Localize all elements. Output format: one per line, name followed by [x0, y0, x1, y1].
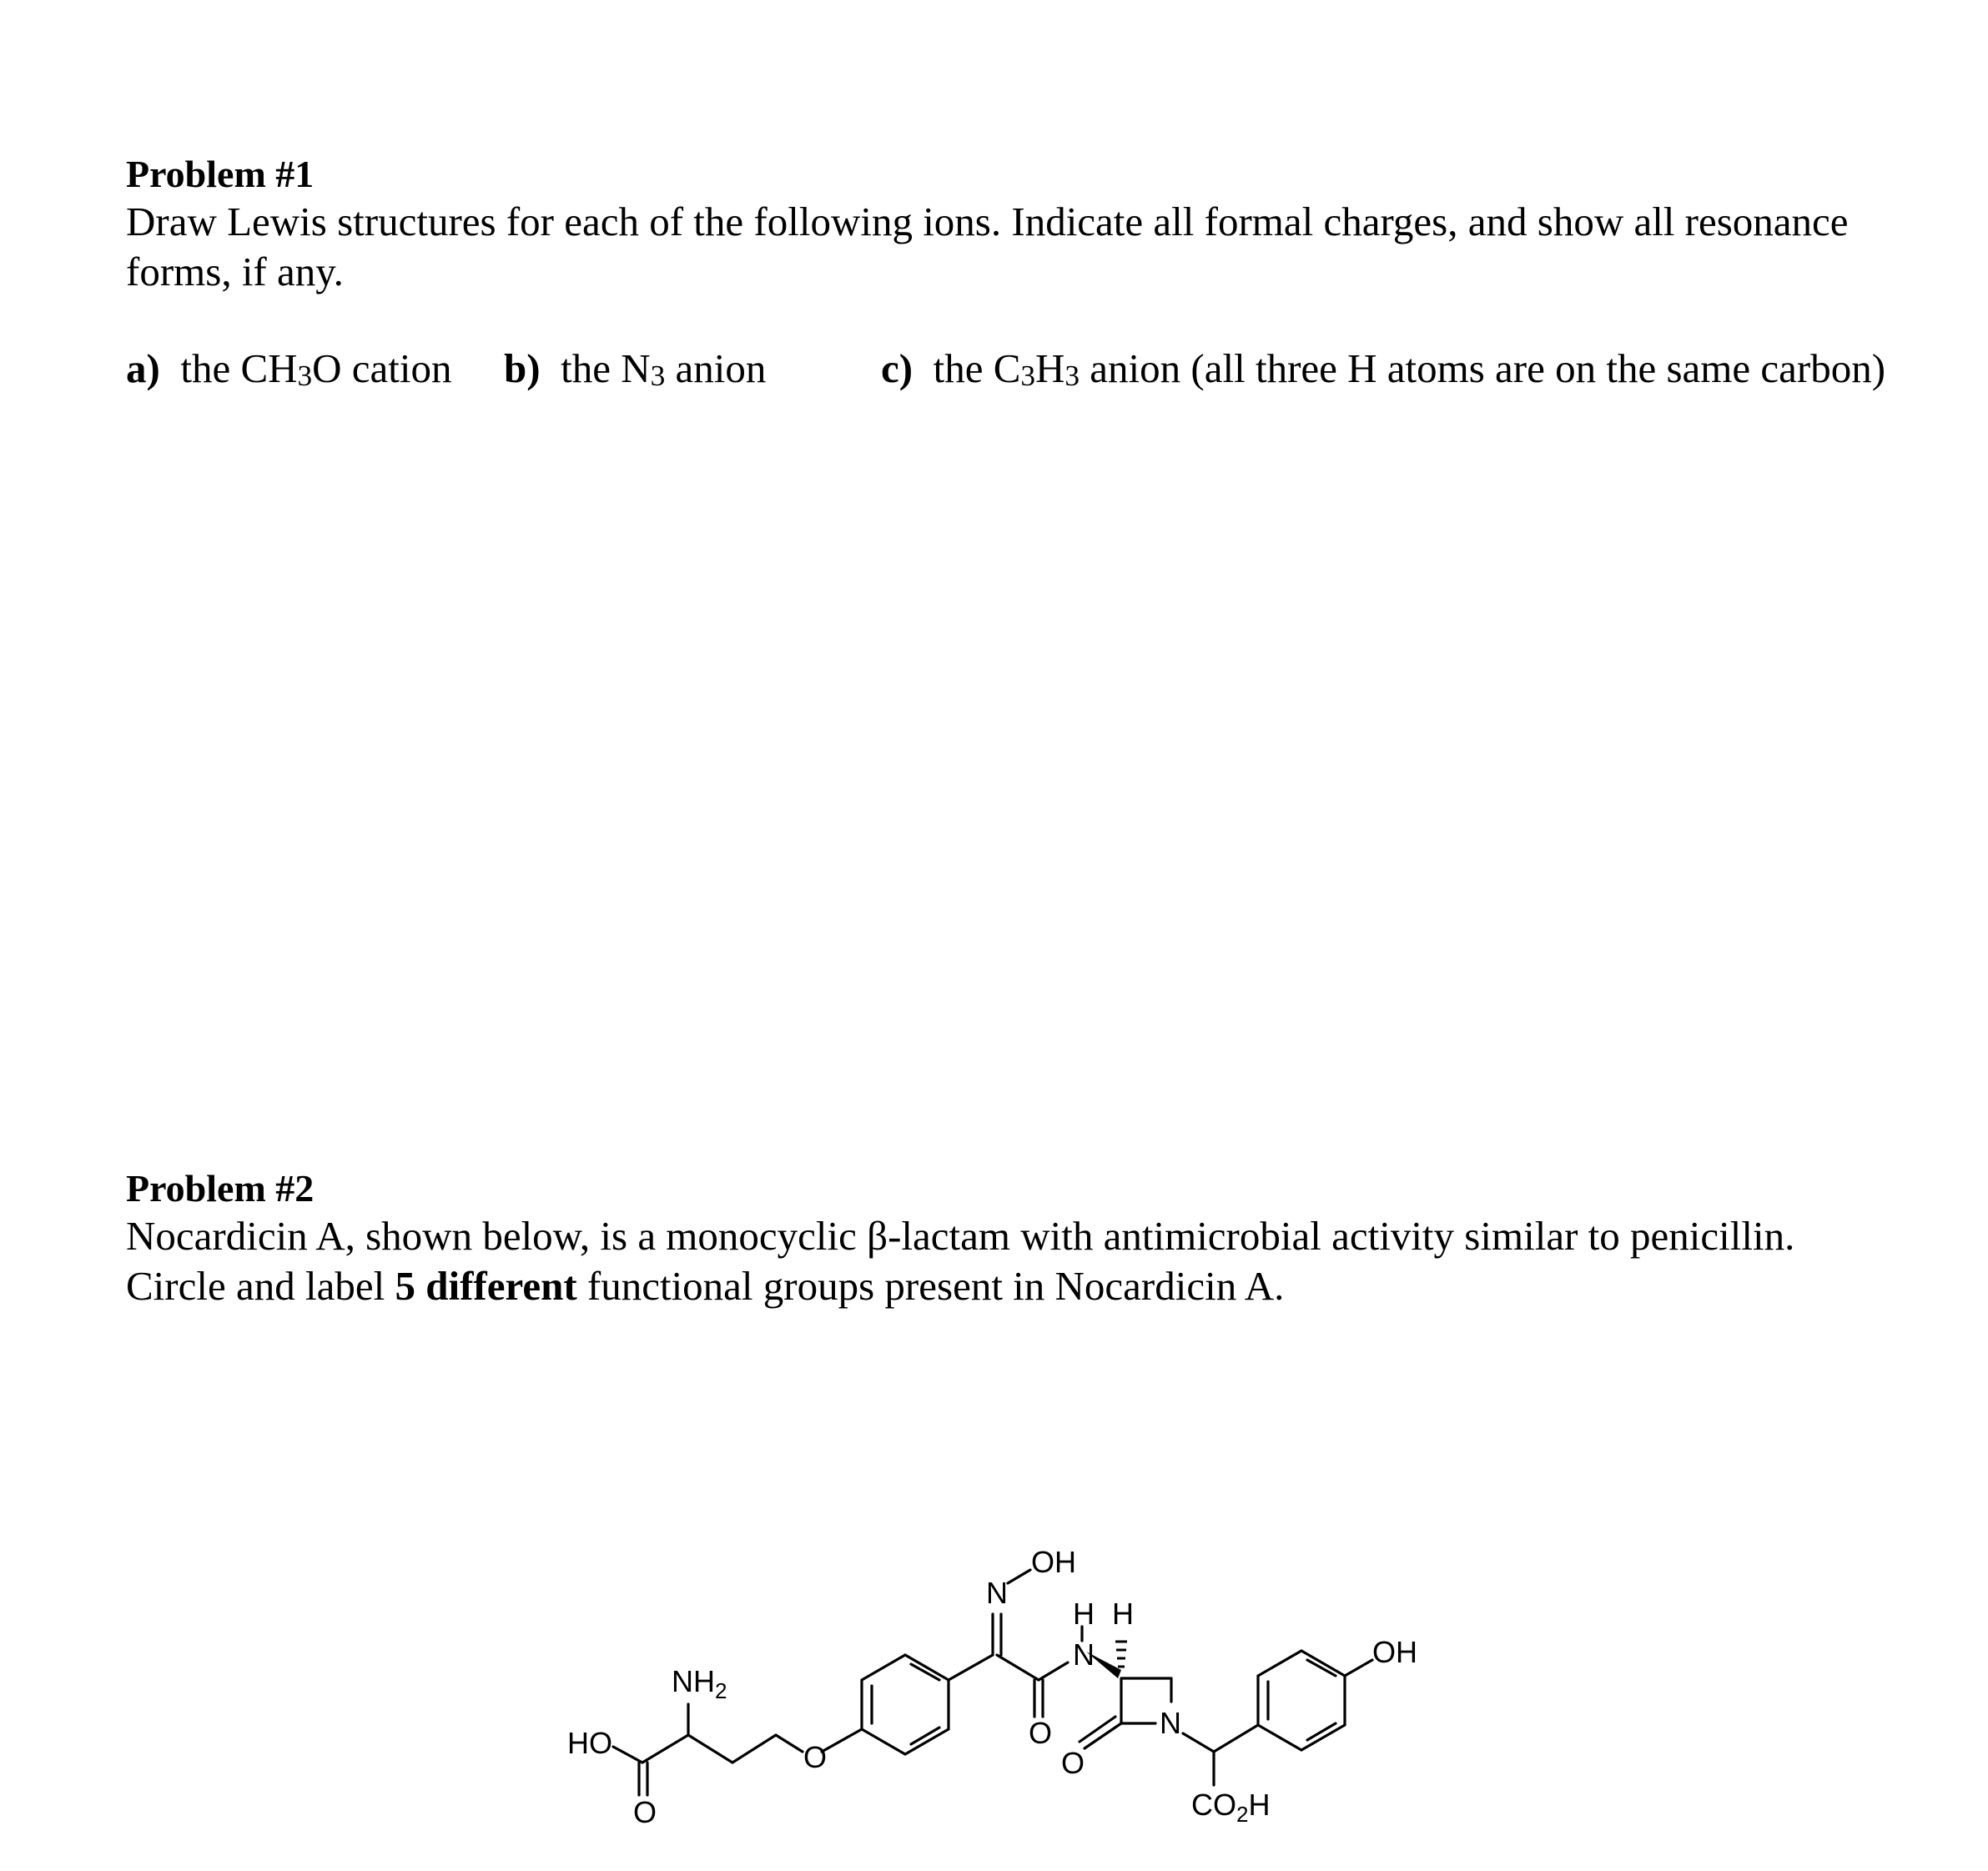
problem1-instruction-line-1: Draw Lewis structures for each of the following ions. Indicate all formal charges, and show all resonance	[126, 199, 1849, 244]
item-c-text-post: anion (all three H atoms are on the same carbon)	[1080, 345, 1886, 391]
item-c-subscript-1: 3	[1020, 360, 1036, 393]
label-lactam-o: O	[1061, 1746, 1085, 1780]
problem2-line-2-pre: Circle and label	[126, 1263, 395, 1309]
nocardicin-a-structure	[551, 1543, 1417, 1860]
label-amide-n: N	[1073, 1637, 1095, 1672]
item-a-subscript: 3	[297, 360, 313, 393]
problem1-instruction-line-2: forms, if any.	[126, 249, 344, 294]
problem2-heading: Problem #2	[126, 1167, 315, 1210]
label-co2h-c: CO	[1191, 1788, 1236, 1822]
label-ether-o: O	[803, 1740, 828, 1774]
label-phenol-oh: OH	[1372, 1635, 1417, 1669]
problem1-item-c	[881, 345, 1886, 393]
label-co2h-h: H	[1248, 1788, 1271, 1822]
item-b-label: b)	[504, 345, 541, 391]
label-amide-o: O	[1029, 1716, 1053, 1750]
item-b-text-pre: the N	[561, 345, 651, 391]
label-lactam-n: N	[1160, 1706, 1181, 1740]
item-a-text-mid: O	[312, 345, 342, 391]
problem2-line-2	[126, 1261, 1794, 1311]
label-nh2-main: NH	[672, 1664, 715, 1698]
item-b-text-post: anion	[665, 345, 767, 391]
problem2-line-2-bold: 5 different	[395, 1263, 577, 1309]
label-nh2	[672, 1664, 727, 1703]
item-a-text-pre: the CH	[180, 345, 298, 391]
problem2-instructions	[126, 1211, 1794, 1311]
label-oxime-oh: OH	[1031, 1545, 1076, 1579]
item-c-subscript-2: 3	[1064, 360, 1080, 393]
item-a-text-post: cation	[341, 345, 452, 391]
problem1-item-b	[504, 345, 767, 393]
label-amide-h: H	[1073, 1597, 1095, 1631]
problem2-line-2-post: functional groups present in Nocardicin A.	[576, 1263, 1285, 1309]
label-stereo-h: H	[1112, 1597, 1134, 1631]
label-co2h	[1191, 1788, 1270, 1827]
label-co2h-sub: 2	[1236, 1802, 1249, 1827]
item-c-label: c)	[881, 345, 913, 391]
problem2-line-1: Nocardicin A, shown below, is a monocyclic β-lactam with antimicrobial activity similar to penicillin.	[126, 1213, 1795, 1259]
label-oxime-n: N	[986, 1576, 1008, 1610]
item-a-label: a)	[126, 345, 160, 391]
label-acid-o: O	[633, 1795, 657, 1829]
problem1-instructions	[126, 197, 1849, 297]
problem1-item-a	[126, 345, 452, 393]
item-c-text-pre: the C	[933, 345, 1021, 391]
label-nh2-sub: 2	[715, 1678, 727, 1703]
item-b-subscript: 3	[650, 360, 666, 393]
problem1-heading: Problem #1	[126, 153, 315, 195]
label-ho: HO	[567, 1726, 612, 1760]
item-c-text-mid: H	[1035, 345, 1065, 391]
